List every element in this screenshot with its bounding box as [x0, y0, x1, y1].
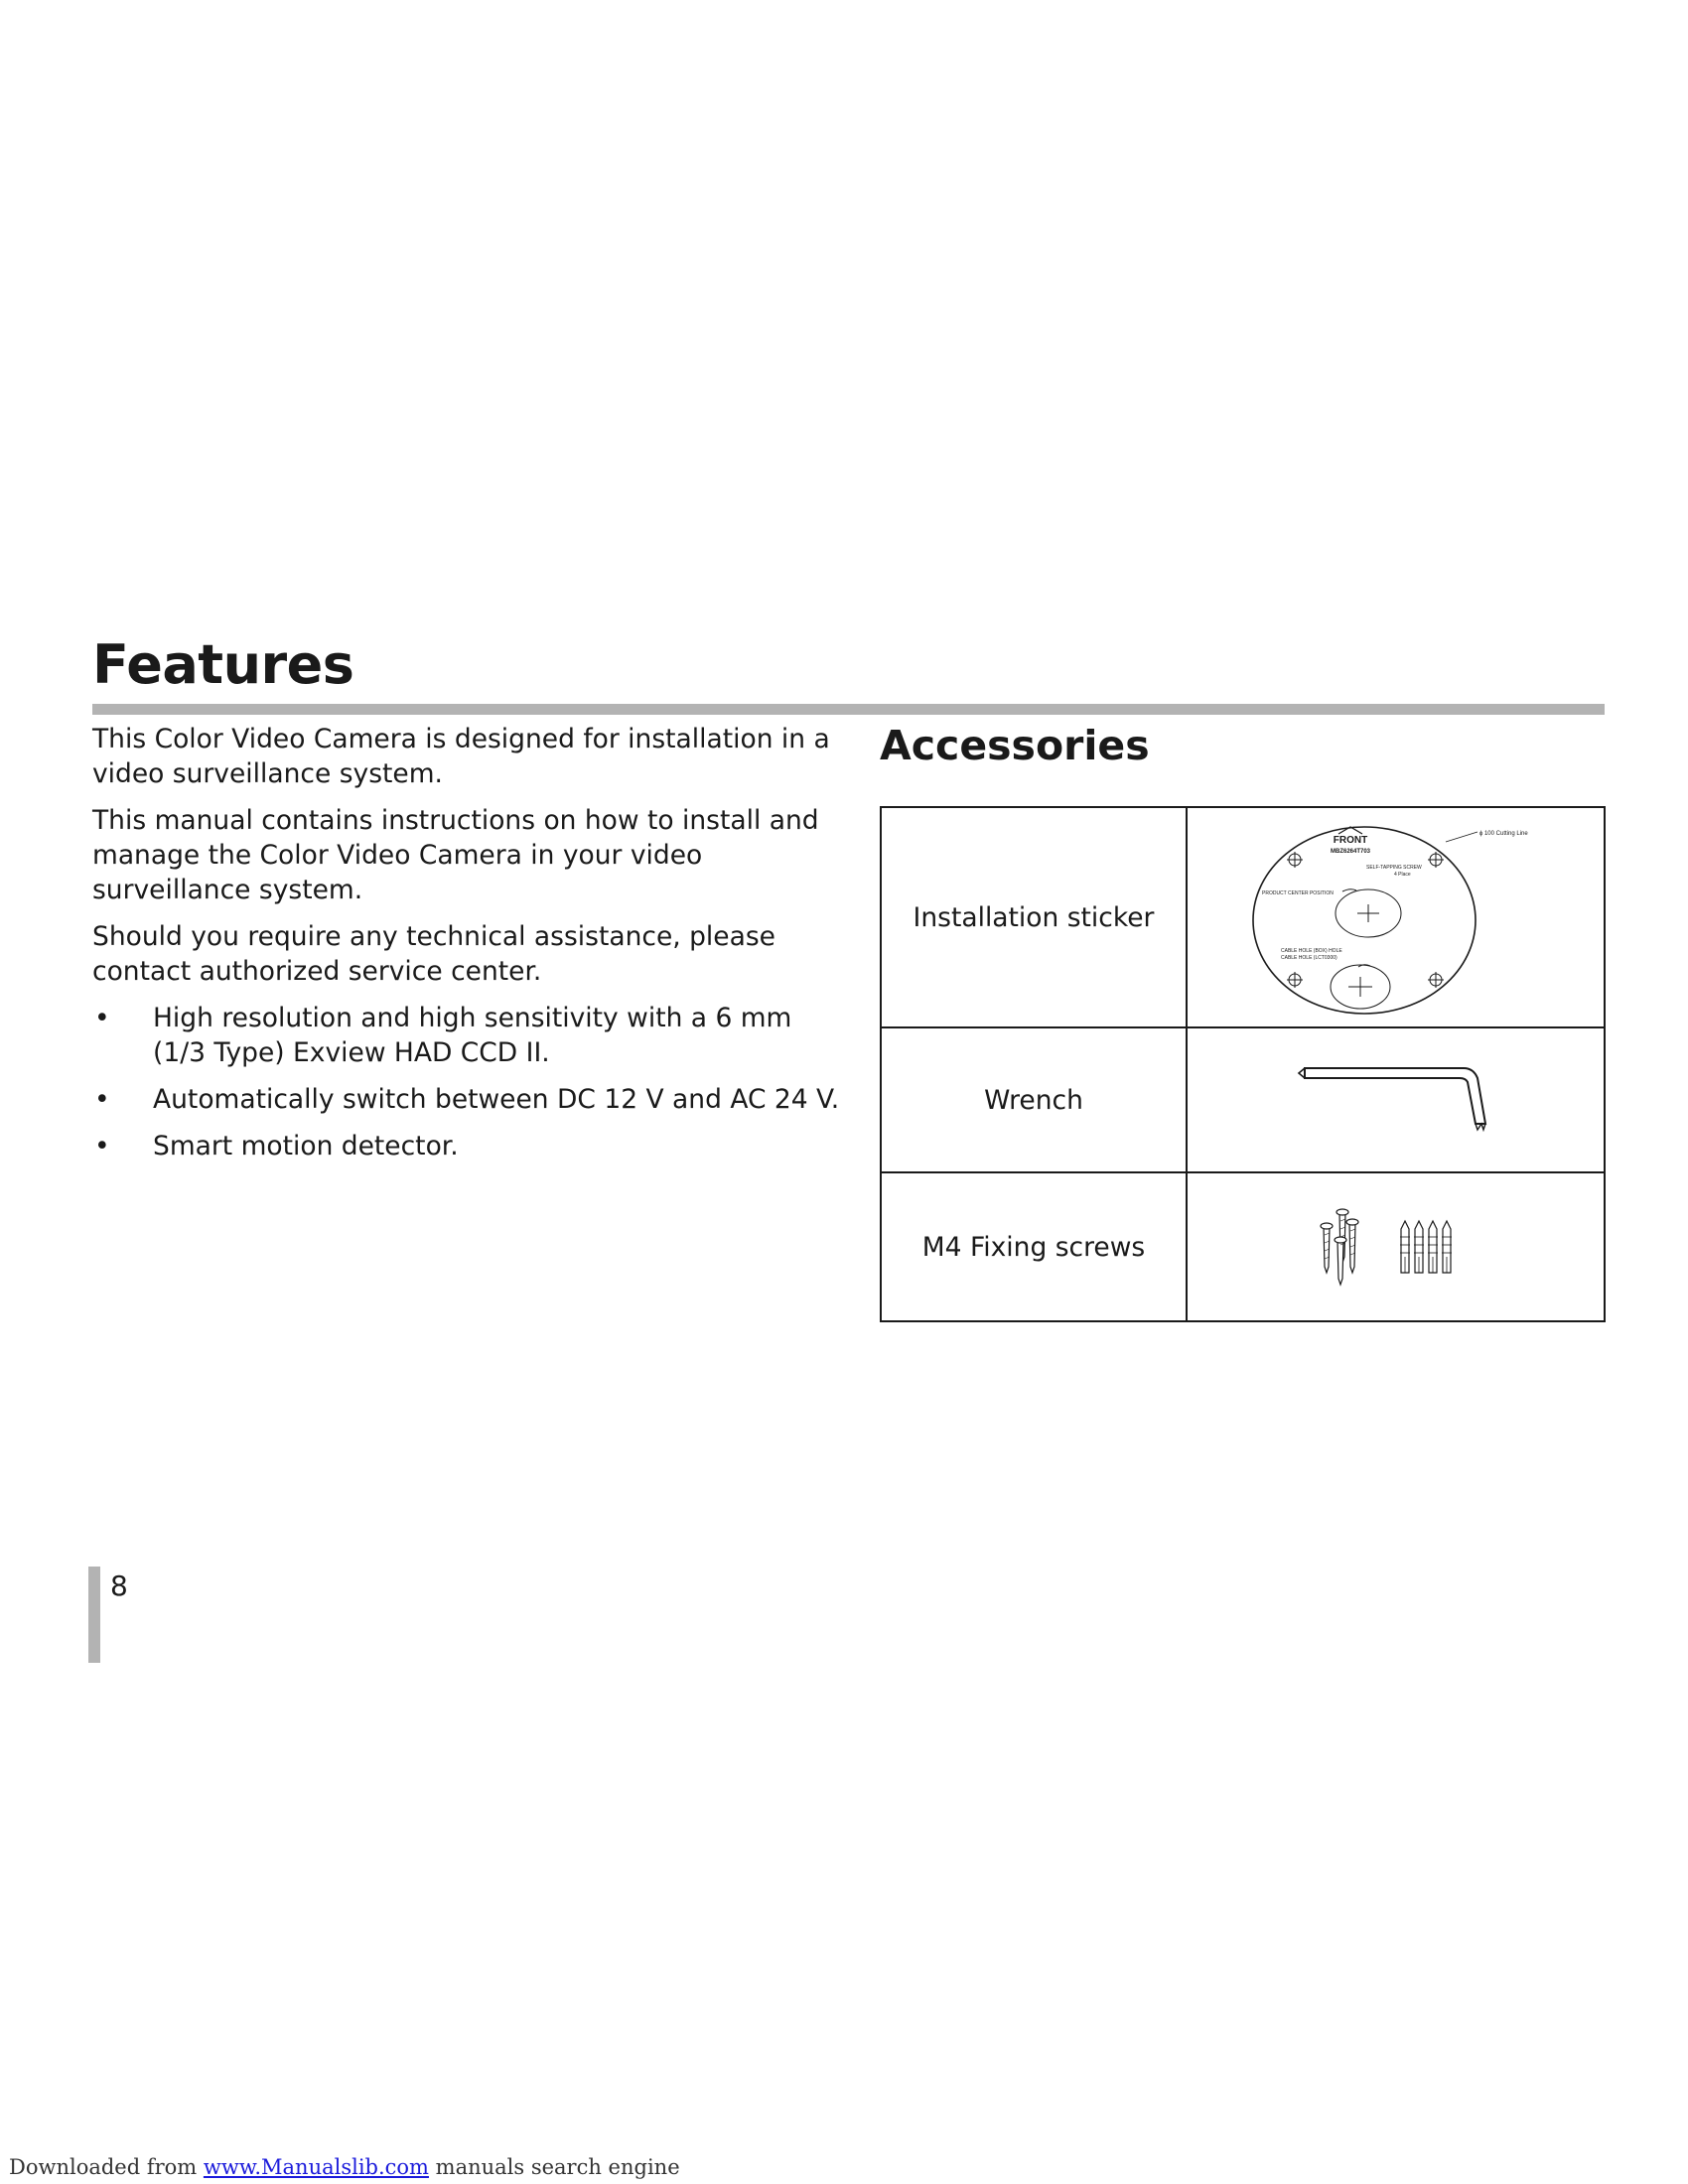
- sticker-code-label: MBZ6264T703: [1330, 849, 1370, 855]
- intro-paragraph: Should you require any technical assistance, please contact authorized service center.: [92, 921, 775, 987]
- bullet-icon: •: [94, 1084, 110, 1115]
- page-title: Features: [92, 633, 354, 696]
- sticker-center-position-label: PRODUCT CENTER POSITION: [1261, 890, 1334, 896]
- footer-suffix: manuals search engine: [435, 2155, 680, 2179]
- sticker-cable-hole-label: CABLE HOLE (BOX) HOLE: [1280, 948, 1342, 954]
- sticker-places-label: 4 Place: [1393, 872, 1411, 878]
- feature-text: Smart motion detector.: [153, 1131, 459, 1161]
- accessories-table: [880, 806, 1606, 1322]
- accessory-name: Wrench: [881, 1027, 1187, 1172]
- bullet-icon: •: [94, 1131, 110, 1161]
- footer: [9, 2155, 680, 2179]
- accessory-name: M4 Fixing screws: [881, 1172, 1187, 1321]
- page-number: 8: [110, 1570, 128, 1602]
- feature-text: Automatically switch between DC 12 V and AC 24 V.: [153, 1084, 840, 1115]
- features-list: [92, 1001, 847, 1163]
- accessory-image-cell: [1187, 807, 1605, 1027]
- accessory-image-cell: [1187, 1172, 1605, 1321]
- sticker-cutting-line-label: ɸ 100 Cutting Line: [1478, 831, 1528, 837]
- footer-prefix: Downloaded from: [9, 2155, 198, 2179]
- table-row: [881, 1172, 1605, 1321]
- feature-text: High resolution and high sensitivity with a 6 mm (1/3 Type) Exview HAD CCD II.: [153, 1003, 792, 1068]
- accessories-heading: Accessories: [880, 722, 1150, 769]
- intro-paragraph: This Color Video Camera is designed for installation in a video surveillance system.: [92, 724, 830, 789]
- intro-paragraph: This manual contains instructions on how to install and manage the Color Video Camera in your video surveillance system.: [92, 805, 819, 905]
- sticker-self-tapping-label: SELF-TAPPING SCREW: [1365, 865, 1422, 871]
- list-item: [92, 1001, 847, 1070]
- bullet-icon: •: [94, 1003, 110, 1033]
- table-row: [881, 807, 1605, 1027]
- list-item: [92, 1082, 847, 1117]
- accessory-name: Installation sticker: [881, 807, 1187, 1027]
- wrench-image: [1297, 1060, 1495, 1140]
- page-number-bar: [88, 1567, 100, 1663]
- accessory-image-cell: [1187, 1027, 1605, 1172]
- intro-section: [92, 722, 847, 1175]
- installation-sticker-image: [1247, 818, 1545, 1017]
- title-rule: [92, 704, 1605, 715]
- sticker-cable-hole-label: CABLE HOLE (LCT0300): [1280, 955, 1337, 961]
- fixing-screws-image: [1312, 1207, 1480, 1287]
- sticker-front-label: FRONT: [1333, 835, 1367, 846]
- list-item: [92, 1129, 847, 1163]
- table-row: [881, 1027, 1605, 1172]
- footer-link[interactable]: www.Manualslib.com: [203, 2155, 429, 2179]
